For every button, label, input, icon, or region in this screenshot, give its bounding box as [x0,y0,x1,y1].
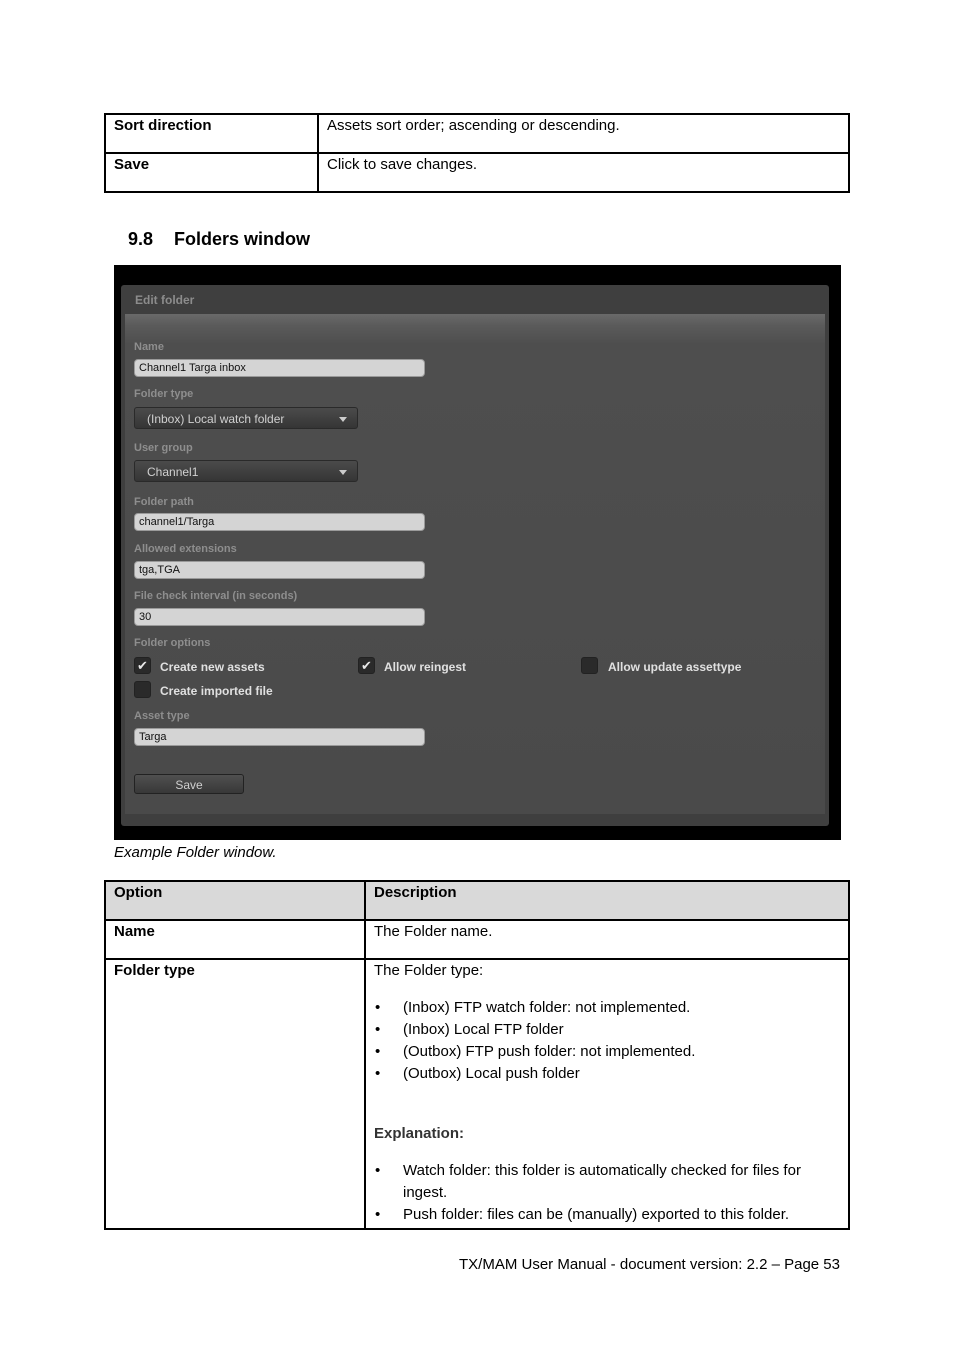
section-heading [128,229,310,250]
interval-field[interactable]: 30 [134,608,425,626]
allowed-extensions-label: Allowed extensions [134,543,237,555]
user-group-label: User group [134,442,193,454]
figure-caption: Example Folder window. [114,844,277,861]
folder-options-label: Folder options [134,637,211,649]
description-header: Description [365,881,849,920]
option-cell: Name [105,920,365,959]
table-row [105,114,849,153]
page-footer: TX/MAM User Manual - document version: 2.2 – Page 53 [458,1256,840,1273]
sort-save-table [104,113,850,193]
asset-type-label: Asset type [134,710,190,722]
allow-update-assettype-label: Allow update assettype [608,660,742,674]
option-header: Option [105,881,365,920]
chevron-down-icon [339,417,347,422]
table-row [105,153,849,192]
folder-type-select[interactable] [134,407,358,429]
section-title: Folders window [174,229,311,249]
option-cell: Save [105,153,318,192]
description-cell: Assets sort order; ascending or descending. [318,114,849,153]
list-item: • (Inbox) Local FTP folder [403,1019,840,1041]
description-cell [365,959,849,1229]
allowed-extensions-field[interactable]: tga,TGA [134,561,425,579]
allow-reingest-label: Allow reingest [384,660,467,674]
description-cell: The Folder name. [365,920,849,959]
user-group-value: Channel1 [147,465,199,479]
folder-type-intro: The Folder type: [374,962,484,979]
edit-folder-dialog [121,285,829,826]
explanation-list [374,1160,840,1226]
option-cell: Sort direction [105,114,318,153]
folder-type-value: (Inbox) Local watch folder [147,412,285,426]
list-item: • Watch folder: this folder is automatically checked for files for ingest. [403,1160,840,1204]
dialog-title: Edit folder [135,293,195,307]
options-table [104,880,850,1230]
name-label: Name [134,341,164,353]
allow-update-assettype-checkbox[interactable] [581,657,598,674]
asset-type-field[interactable]: Targa [134,728,425,746]
interval-label: File check interval (in seconds) [134,590,298,602]
option-cell: Folder type [105,959,365,1229]
create-new-assets-label: Create new assets [160,660,265,674]
table-header-row [105,881,849,920]
checkmark-icon: ✔ [361,658,372,673]
list-item: • (Outbox) Local push folder [403,1063,840,1085]
list-item: • (Outbox) FTP push folder: not implemented. [403,1041,840,1063]
folder-path-label: Folder path [134,496,194,508]
explanation-label: Explanation: [374,1125,465,1142]
save-button[interactable]: Save [134,774,244,794]
list-item: • (Inbox) FTP watch folder: not implemented. [403,997,840,1019]
allow-reingest-checkbox[interactable] [358,657,375,674]
chevron-down-icon [339,470,347,475]
create-imported-file-label: Create imported file [160,684,273,698]
folder-path-field[interactable]: channel1/Targa [134,513,425,531]
section-number: 9.8 [128,229,154,249]
table-row [105,920,849,959]
checkmark-icon: ✔ [137,658,148,673]
list-item: • Push folder: files can be (manually) exported to this folder. [403,1204,840,1226]
table-row [105,959,849,1229]
user-group-select[interactable] [134,460,358,482]
folder-type-list [374,997,840,1085]
folder-type-label: Folder type [134,388,194,400]
name-field[interactable]: Channel1 Targa inbox [134,359,425,377]
description-cell: Click to save changes. [318,153,849,192]
create-imported-file-checkbox[interactable] [134,681,151,698]
folder-window-screenshot [114,265,841,840]
dialog-body [125,314,825,814]
create-new-assets-checkbox[interactable] [134,657,151,674]
